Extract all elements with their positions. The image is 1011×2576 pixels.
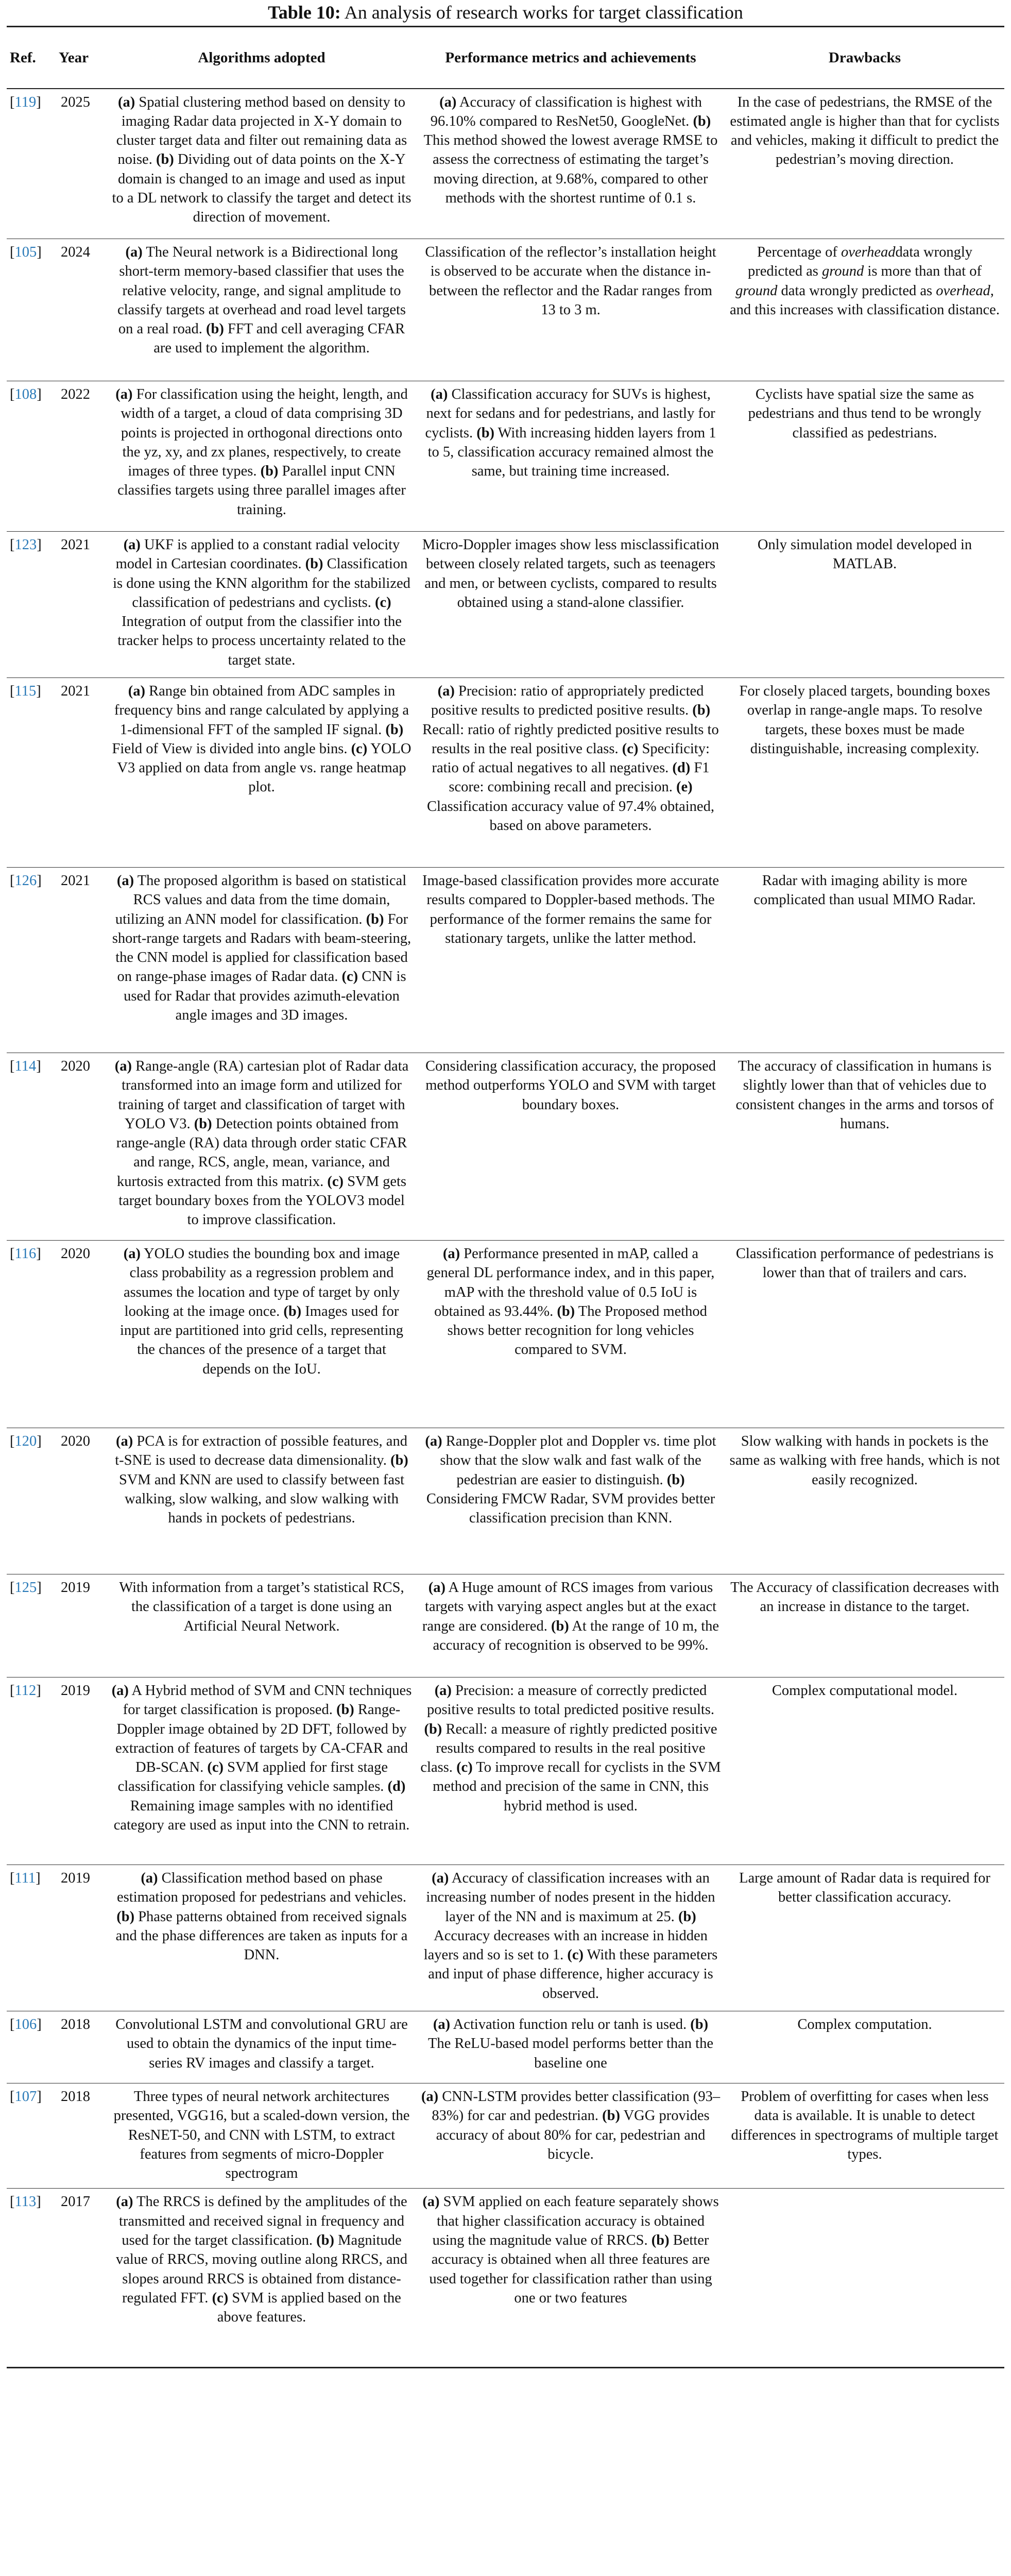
- cell-text: Three types of neural network architectures presented, VGG16, but a scaled-down version, the ResNET-50, and CNN with LSTM, to extract features from segments of micro-Doppler spectrogram: [113, 2089, 410, 2182]
- cell-performance: [416, 1865, 725, 2011]
- cell-performance: [416, 1677, 725, 1865]
- cell-algorithms: [107, 1574, 416, 1677]
- ref-bracket-close: ]: [37, 2089, 42, 2105]
- cell-text: Accuracy of classification is highest with 96.10% compared to ResNet50, GoogleNet.: [430, 94, 702, 129]
- ref-bracket-close: ]: [36, 94, 41, 110]
- cell-ref: [7, 2189, 56, 2368]
- item-marker: (c): [212, 2290, 229, 2306]
- item-marker: (b): [156, 151, 174, 168]
- ref-bracket-open: [: [10, 1580, 15, 1596]
- cell-text: Phase patterns obtained from received signals and the phase differences are taken as inputs for a DNN.: [115, 1908, 408, 1963]
- table-row: [7, 2189, 1004, 2368]
- cell-text: PCA is for extraction of possible features, and t-SNE is used to decrease data dimensionality.: [115, 1433, 407, 1469]
- cell-text: At the range of 10 m, the accuracy of recognition is observed to be 99%.: [433, 1618, 719, 1653]
- cell-ref: [7, 2011, 56, 2083]
- cell-text: Considering classification accuracy, the proposed method outperforms YOLO and SVM with target boundary boxes.: [425, 1058, 716, 1113]
- item-marker: (a): [125, 244, 143, 260]
- cell-text: Classification accuracy value of 97.4% obtained, based on above parameters.: [427, 798, 714, 834]
- citation-link[interactable]: 107: [14, 2089, 37, 2105]
- ref-bracket-close: ]: [36, 2194, 41, 2210]
- ref-bracket-close: ]: [36, 1870, 41, 1886]
- header-algorithms: Algorithms adopted: [107, 27, 416, 89]
- cell-text: Large amount of Radar data is required for better classification accuracy.: [739, 1870, 990, 1906]
- cell-text-italic: overhead: [841, 244, 896, 260]
- cell-year: 2021: [56, 532, 107, 678]
- table-row: [7, 868, 1004, 1053]
- table-row: [7, 1574, 1004, 1677]
- item-marker: (a): [433, 2016, 451, 2032]
- citation-link[interactable]: 114: [14, 1058, 37, 1074]
- cell-drawbacks: [725, 2083, 1004, 2189]
- cell-text: Recall: a measure of rightly predicted positive results compared to results in the real positive class.: [420, 1721, 717, 1776]
- cell-text: Classification method based on phase estimation proposed for pedestrians and vehicles.: [117, 1870, 406, 1906]
- cell-ref: [7, 1865, 56, 2011]
- cell-algorithms: [107, 868, 416, 1053]
- cell-text: This method showed the lowest average RMSE to assess the correctness of estimating the target’s moving direction, at 9.68%, compared to other methods with the shortest runtime of 0.1 s.: [423, 132, 718, 206]
- cell-algorithms: [107, 2083, 416, 2189]
- item-marker: (b): [316, 2232, 334, 2249]
- cell-algorithms: [107, 2189, 416, 2368]
- cell-text: SVM and KNN are used to classify between fast walking, slow walking, and slow walking with hands in pockets of pedestrians.: [118, 1471, 405, 1527]
- table-row: [7, 1677, 1004, 1865]
- cell-drawbacks: [725, 2011, 1004, 2083]
- research-table: [7, 26, 1004, 2368]
- cell-text: CNN is used for Radar that provides azimuth-elevation angle images and 3D images.: [124, 969, 406, 1024]
- cell-text: The ReLU-based model performs better than the baseline one: [428, 2036, 713, 2071]
- cell-text: Accuracy decreases with an increase in hidden layers and so is set to 1.: [423, 1927, 708, 1963]
- item-marker: (a): [428, 1580, 445, 1596]
- citation-link[interactable]: 116: [14, 1246, 37, 1262]
- cell-drawbacks: [725, 2189, 1004, 2368]
- header-drawbacks: Drawbacks: [725, 27, 1004, 89]
- table-caption-text: An analysis of research works for target classification: [340, 2, 743, 23]
- cell-ref: [7, 868, 56, 1053]
- citation-link[interactable]: 119: [14, 94, 37, 110]
- cell-ref: [7, 1428, 56, 1574]
- cell-text: Integration of output from the classifier into the tracker helps to process uncertainty related to the target state.: [117, 614, 406, 668]
- cell-text: data wrongly predicted as: [747, 244, 973, 280]
- item-marker: (b): [476, 425, 495, 441]
- citation-link[interactable]: 125: [14, 1580, 37, 1596]
- cell-text: Magnitude value of RRCS, moving outline along RRCS, and slopes around RRCS is obtained from distance-regulated FFT.: [115, 2232, 408, 2306]
- citation-link[interactable]: 108: [14, 386, 37, 402]
- cell-performance: [416, 532, 725, 678]
- ref-bracket-close: ]: [37, 1433, 42, 1449]
- cell-performance: [416, 1428, 725, 1574]
- cell-performance: [416, 1053, 725, 1241]
- cell-text: For classification using the height, length, and width of a target, a cloud of data comprising 3D points is projected in orthogonal directions onto the yz, xy, and zx planes, respectively, to create images of three types.: [121, 386, 408, 480]
- cell-text: With increasing hidden layers from 1 to 5, classification accuracy remained almost the same, but training time increased.: [427, 425, 716, 480]
- cell-text: Only simulation model developed in MATLAB.: [757, 537, 972, 572]
- item-marker: (b): [678, 1908, 696, 1925]
- item-marker: (b): [551, 1618, 569, 1634]
- cell-text: UKF is applied to a constant radial velocity model in Cartesian coordinates.: [115, 537, 400, 572]
- item-marker: (a): [123, 1246, 141, 1262]
- table-caption: [7, 0, 1004, 26]
- cell-text: Precision: a measure of correctly predicted positive results to total predicted positive results.: [426, 1683, 715, 1718]
- cell-text: Complex computation.: [797, 2016, 932, 2032]
- ref-bracket-open: [: [10, 94, 15, 110]
- ref-bracket-open: [: [10, 2016, 15, 2032]
- ref-bracket-close: ]: [36, 683, 41, 699]
- cell-text: Spatial clustering method based on density to imaging Radar data projected in X-Y domain to cluster target data and filter out remaining data as noise.: [116, 94, 407, 168]
- citation-link[interactable]: 115: [14, 683, 37, 699]
- ref-bracket-open: [: [10, 1683, 15, 1699]
- cell-ref: [7, 381, 56, 532]
- cell-text-italic: ground: [821, 263, 864, 280]
- cell-text: data wrongly predicted as: [777, 282, 936, 299]
- cell-drawbacks: [725, 1053, 1004, 1241]
- cell-algorithms: [107, 89, 416, 239]
- table-row: [7, 2011, 1004, 2083]
- item-marker: (a): [439, 94, 457, 110]
- cell-text-italic: overhead: [936, 282, 990, 299]
- item-marker: (a): [117, 94, 135, 110]
- table-header-row: [7, 27, 1004, 89]
- cell-text: Range bin obtained from ADC samples in frequency bins and range calculated by applying a 1-dimensional FFT of the sampled IF signal.: [114, 683, 409, 738]
- item-marker: (a): [421, 2089, 439, 2105]
- cell-algorithms: [107, 532, 416, 678]
- cell-text: The Neural network is a Bidirectional long short-term memory-based classifier that uses the relative velocity, range, and signal amplitude to classify targets at overhead and road level targets on a real road.: [117, 244, 406, 337]
- item-marker: (c): [207, 1759, 224, 1776]
- item-marker: (b): [366, 911, 384, 927]
- cell-text: Recall: ratio of rightly predicted positive results to results in the real positive class.: [422, 721, 719, 757]
- cell-performance: [416, 381, 725, 532]
- cell-algorithms: [107, 1865, 416, 2011]
- cell-algorithms: [107, 1241, 416, 1428]
- cell-text: The proposed algorithm is based on statistical RCS values and data from the time domain, utilizing an ANN model for classification.: [115, 873, 407, 927]
- cell-performance: [416, 2011, 725, 2083]
- cell-performance: [416, 2083, 725, 2189]
- cell-text: VGG provides accuracy of about 80% for car, pedestrian and bicycle.: [436, 2108, 710, 2162]
- ref-bracket-open: [: [10, 1058, 15, 1074]
- ref-bracket-close: ]: [36, 1058, 41, 1074]
- cell-text: Precision: ratio of appropriately predicted positive results to predicted positive results.: [431, 683, 704, 719]
- item-marker: (c): [327, 1173, 344, 1190]
- ref-bracket-open: [: [10, 2089, 15, 2105]
- ref-bracket-close: ]: [37, 244, 42, 260]
- cell-text: Classification performance of pedestrians is lower than that of trailers and cars.: [735, 1246, 994, 1281]
- cell-year: 2018: [56, 2083, 107, 2189]
- cell-ref: [7, 1053, 56, 1241]
- citation-link[interactable]: 113: [14, 2194, 37, 2210]
- cell-text: SVM is applied based on the above features.: [217, 2290, 401, 2326]
- item-marker: (c): [622, 740, 639, 757]
- citation-link[interactable]: 106: [14, 2016, 37, 2032]
- cell-text: The RRCS is defined by the amplitudes of the transmitted and received signal in frequency and used for the target classification.: [119, 2194, 407, 2249]
- cell-year: 2025: [56, 89, 107, 239]
- table-row: [7, 678, 1004, 868]
- ref-bracket-open: [: [10, 1433, 15, 1449]
- item-marker: (d): [387, 1778, 406, 1795]
- ref-bracket-close: ]: [37, 537, 42, 553]
- cell-text: Range-angle (RA) cartesian plot of Radar data transformed into an image form and utilized for training of target and classification of target with YOLO V3.: [118, 1058, 409, 1132]
- item-marker: (b): [557, 1303, 575, 1319]
- citation-link[interactable]: 105: [14, 244, 37, 260]
- ref-bracket-open: [: [10, 683, 15, 699]
- cell-drawbacks: [725, 381, 1004, 532]
- cell-year: 2021: [56, 868, 107, 1053]
- cell-text: F1 score: combining recall and precision.: [449, 760, 710, 795]
- header-year: Year: [56, 27, 107, 89]
- item-marker: (b): [116, 1908, 135, 1925]
- cell-performance: [416, 89, 725, 239]
- item-marker: (b): [283, 1303, 302, 1319]
- cell-algorithms: [107, 1053, 416, 1241]
- item-marker: (a): [115, 386, 133, 402]
- ref-bracket-close: ]: [37, 386, 42, 402]
- cell-text: SVM applied on each feature separately shows that higher classification accuracy is obtained using the magnitude value of RRCS.: [432, 2194, 719, 2249]
- cell-text: is more than that of: [864, 263, 982, 280]
- table-row: [7, 1865, 1004, 2011]
- cell-text: The Proposed method shows better recognition for long vehicles compared to SVM.: [447, 1303, 707, 1358]
- cell-text: For short-range targets and Radars with beam-steering, the CNN model is applied for classification based on range-phase images of Radar data.: [112, 911, 412, 985]
- item-marker: (a): [432, 1870, 449, 1886]
- item-marker: (b): [194, 1115, 212, 1132]
- ref-bracket-open: [: [10, 244, 15, 260]
- cell-year: 2018: [56, 2011, 107, 2083]
- cell-text: Cyclists have spatial size the same as pedestrians and thus tend to be wrongly classified as pedestrians.: [748, 386, 982, 441]
- cell-drawbacks: [725, 678, 1004, 868]
- table-row: [7, 1428, 1004, 1574]
- cell-performance: [416, 868, 725, 1053]
- item-marker: (a): [437, 683, 455, 699]
- table-row: [7, 89, 1004, 239]
- item-marker: (a): [116, 2194, 133, 2210]
- cell-algorithms: [107, 239, 416, 381]
- item-marker: (a): [141, 1870, 158, 1886]
- cell-text: Slow walking with hands in pockets is the same as walking with free hands, which is not easily recognized.: [729, 1433, 1000, 1488]
- table-row: [7, 2083, 1004, 2189]
- item-marker: (b): [692, 702, 711, 719]
- cell-text: Images used for input are partitioned into grid cells, representing the chances of the presence of a target that depends on the IoU.: [119, 1303, 404, 1377]
- cell-text: Dividing out of data points on the X-Y domain is changed to an image and used as input to a DL network to classify the target and detect its direction of movement.: [112, 151, 412, 226]
- item-marker: (b): [390, 1452, 408, 1469]
- ref-bracket-close: ]: [36, 1683, 41, 1699]
- ref-bracket-open: [: [10, 1246, 15, 1262]
- cell-text: Parallel input CNN classifies targets using three parallel images after training.: [117, 463, 406, 518]
- cell-text: YOLO V3 applied on data from angle vs. range heatmap plot.: [117, 740, 412, 795]
- cell-ref: [7, 1241, 56, 1428]
- cell-year: 2020: [56, 1241, 107, 1428]
- ref-bracket-close: ]: [37, 873, 42, 889]
- cell-text: Micro-Doppler images show less misclassification between closely related targets, such as teenagers and men, or between cyclists, compared to results obtained using a stand-alone classifier.: [422, 537, 719, 611]
- cell-text: Percentage of: [757, 244, 841, 260]
- item-marker: (c): [351, 740, 368, 757]
- cell-text: YOLO studies the bounding box and image class probability as a regression problem and assumes the location and type of target by only looking at the image once.: [123, 1246, 400, 1319]
- item-marker: (b): [693, 113, 711, 129]
- table-row: [7, 1241, 1004, 1428]
- cell-drawbacks: [725, 1428, 1004, 1574]
- cell-text: For closely placed targets, bounding boxes overlap in range-angle maps. To resolve targets, these boxes must be made distinguishable, increasing complexity.: [739, 683, 990, 757]
- cell-performance: [416, 1241, 725, 1428]
- cell-text-italic: ground: [735, 282, 778, 299]
- cell-text: Detection points obtained from range-angle (RA) data through order static CFAR and range, RCS, angle, mean, variance, and kurtosis extracted from this matrix.: [116, 1115, 407, 1190]
- cell-drawbacks: [725, 1241, 1004, 1428]
- item-marker: (b): [666, 1471, 685, 1488]
- ref-bracket-open: [: [10, 2194, 15, 2210]
- cell-year: 2019: [56, 1865, 107, 2011]
- cell-text: SVM applied for first stage classification for classifying vehicle samples.: [117, 1759, 388, 1795]
- cell-text: Better accuracy is obtained when all three features are used together for classification rather than using one or two features: [429, 2232, 712, 2306]
- item-marker: (b): [602, 2108, 620, 2124]
- cell-ref: [7, 532, 56, 678]
- item-marker: (a): [111, 1683, 129, 1699]
- table-row: [7, 381, 1004, 532]
- cell-text: Complex computational model.: [772, 1683, 958, 1699]
- item-marker: (b): [424, 1721, 442, 1737]
- item-marker: (c): [375, 594, 391, 611]
- cell-ref: [7, 678, 56, 868]
- cell-drawbacks: [725, 1865, 1004, 2011]
- cell-performance: [416, 239, 725, 381]
- cell-text: In the case of pedestrians, the RMSE of the estimated angle is higher than that for cyclists and vehicles, making it difficult to predict the pedestrian’s moving direction.: [730, 94, 1000, 168]
- item-marker: (c): [341, 969, 358, 985]
- table-body: [7, 89, 1004, 2368]
- item-marker: (d): [672, 760, 691, 776]
- ref-bracket-open: [: [10, 1870, 15, 1886]
- item-marker: (a): [128, 683, 145, 699]
- item-marker: (e): [676, 779, 693, 795]
- cell-text: Convolutional LSTM and convolutional GRU are used to obtain the dynamics of the input time-series RV images and classify a target.: [115, 2016, 408, 2071]
- item-marker: (a): [442, 1246, 460, 1262]
- cell-year: 2024: [56, 239, 107, 381]
- item-marker: (a): [431, 386, 448, 402]
- cell-drawbacks: [725, 1677, 1004, 1865]
- item-marker: (b): [305, 556, 323, 572]
- item-marker: (a): [114, 1058, 132, 1074]
- item-marker: (a): [123, 537, 141, 553]
- cell-year: 2017: [56, 2189, 107, 2368]
- cell-ref: [7, 239, 56, 381]
- ref-bracket-close: ]: [36, 1246, 41, 1262]
- ref-bracket-close: ]: [37, 2016, 42, 2032]
- cell-drawbacks: [725, 89, 1004, 239]
- cell-year: 2020: [56, 1053, 107, 1241]
- item-marker: (a): [422, 2194, 440, 2210]
- cell-text: Classification accuracy for SUVs is highest, next for sedans and for pedestrians, and lastly for cyclists.: [425, 386, 715, 441]
- cell-text: Performance presented in mAP, called a general DL performance index, and in this paper, mAP with the threshold value of 0.5 IoU is obtained as 93.44%.: [426, 1246, 715, 1319]
- cell-text: To improve recall for cyclists in the SVM method and precision of the same in CNN, this hybrid method is used.: [433, 1759, 721, 1814]
- cell-year: 2019: [56, 1677, 107, 1865]
- cell-algorithms: [107, 1428, 416, 1574]
- cell-algorithms: [107, 381, 416, 532]
- cell-text: With these parameters and input of phase difference, higher accuracy is observed.: [428, 1947, 718, 2002]
- item-marker: (a): [434, 1683, 452, 1699]
- cell-year: 2020: [56, 1428, 107, 1574]
- cell-text: A Hybrid method of SVM and CNN techniques for target classification is proposed.: [123, 1683, 412, 1718]
- cell-performance: [416, 2189, 725, 2368]
- cell-text: Classification of the reflector’s installation height is observed to be accurate when the distance in-between the reflector and the Radar ranges from 13 to 3 m.: [425, 244, 716, 318]
- table-caption-label: Table 10:: [268, 2, 341, 23]
- cell-text: Image-based classification provides more accurate results compared to Doppler-based methods. The performance of the former remains the same for stationary targets, unlike the latter method.: [422, 873, 719, 946]
- cell-text: Problem of overfitting for cases when less data is available. It is unable to detect differences in spectrograms of multiple target types.: [731, 2089, 999, 2162]
- cell-drawbacks: [725, 868, 1004, 1053]
- cell-text: Range-Doppler image obtained by 2D DFT, followed by extraction of features of targets by CA-CFAR and DB-SCAN.: [115, 1702, 408, 1776]
- cell-algorithms: [107, 1677, 416, 1865]
- citation-link[interactable]: 126: [14, 873, 37, 889]
- cell-algorithms: [107, 2011, 416, 2083]
- cell-drawbacks: [725, 1574, 1004, 1677]
- cell-text: Accuracy of classification increases with an increasing number of nodes present in the hidden layer of the NN and is maximum at 25.: [426, 1870, 715, 1925]
- citation-link[interactable]: 120: [14, 1433, 37, 1449]
- cell-text: Remaining image samples with no identified category are used as input into the CNN to retrain.: [113, 1798, 410, 1834]
- item-marker: (b): [260, 463, 279, 480]
- table-row: [7, 1053, 1004, 1241]
- item-marker: (a): [116, 873, 134, 889]
- cell-text: , and this increases with classification distance.: [730, 282, 1000, 318]
- cell-ref: [7, 89, 56, 239]
- cell-year: 2019: [56, 1574, 107, 1677]
- item-marker: (b): [385, 721, 404, 738]
- cell-text: A Huge amount of RCS images from various targets with varying aspect angles but at the exact range are considered.: [422, 1580, 717, 1634]
- item-marker: (b): [336, 1702, 354, 1718]
- cell-text: CNN-LSTM provides better classification (93–83%) for car and pedestrian.: [432, 2089, 721, 2124]
- item-marker: (a): [425, 1433, 442, 1449]
- item-marker: (c): [567, 1947, 584, 1963]
- cell-ref: [7, 1677, 56, 1865]
- citation-link[interactable]: 112: [14, 1683, 37, 1699]
- table-row: [7, 239, 1004, 381]
- cell-text: Classification is done using the KNN algorithm for the stabilized classification of pedestrians and cyclists.: [113, 556, 410, 611]
- ref-bracket-close: ]: [37, 1580, 42, 1596]
- cell-year: 2021: [56, 678, 107, 868]
- cell-text: With information from a target’s statistical RCS, the classification of a target is done using an Artificial Neural Network.: [119, 1580, 404, 1634]
- cell-ref: [7, 2083, 56, 2189]
- item-marker: (c): [456, 1759, 473, 1776]
- cell-performance: [416, 678, 725, 868]
- cell-text: Range-Doppler plot and Doppler vs. time plot show that the slow walk and fast walk of the pedestrian are easier to distinguish.: [440, 1433, 716, 1488]
- cell-ref: [7, 1574, 56, 1677]
- cell-drawbacks: [725, 532, 1004, 678]
- cell-performance: [416, 1574, 725, 1677]
- item-marker: (b): [206, 321, 224, 337]
- header-ref: Ref.: [7, 27, 56, 89]
- ref-bracket-open: [: [10, 386, 15, 402]
- header-performance: Performance metrics and achievements: [416, 27, 725, 89]
- cell-text: Specificity: ratio of actual negatives to all negatives.: [432, 740, 710, 776]
- cell-algorithms: [107, 678, 416, 868]
- cell-text: Radar with imaging ability is more complicated than usual MIMO Radar.: [753, 873, 976, 908]
- citation-link[interactable]: 111: [14, 1870, 36, 1886]
- cell-text: Field of View is divided into angle bins.: [112, 740, 351, 757]
- ref-bracket-open: [: [10, 873, 15, 889]
- cell-drawbacks: [725, 239, 1004, 381]
- cell-text: Considering FMCW Radar, SVM provides better classification precision than KNN.: [426, 1490, 715, 1527]
- cell-text: Activation function relu or tanh is used.: [450, 2016, 691, 2032]
- cell-year: 2022: [56, 381, 107, 532]
- cell-text: SVM gets target boundary boxes from the YOLOV3 model to improve classification.: [118, 1173, 406, 1228]
- table-row: [7, 532, 1004, 678]
- item-marker: (b): [690, 2016, 709, 2032]
- item-marker: (a): [116, 1433, 133, 1449]
- ref-bracket-open: [: [10, 537, 15, 553]
- cell-text: FFT and cell averaging CFAR are used to implement the algorithm.: [153, 321, 405, 357]
- cell-text: The accuracy of classification in humans is slightly lower than that of vehicles due to consistent changes in the arms and torsos of humans.: [735, 1058, 994, 1132]
- citation-link[interactable]: 123: [14, 537, 37, 553]
- cell-text: The Accuracy of classification decreases with an increase in distance to the target.: [730, 1580, 999, 1615]
- item-marker: (b): [651, 2232, 670, 2249]
